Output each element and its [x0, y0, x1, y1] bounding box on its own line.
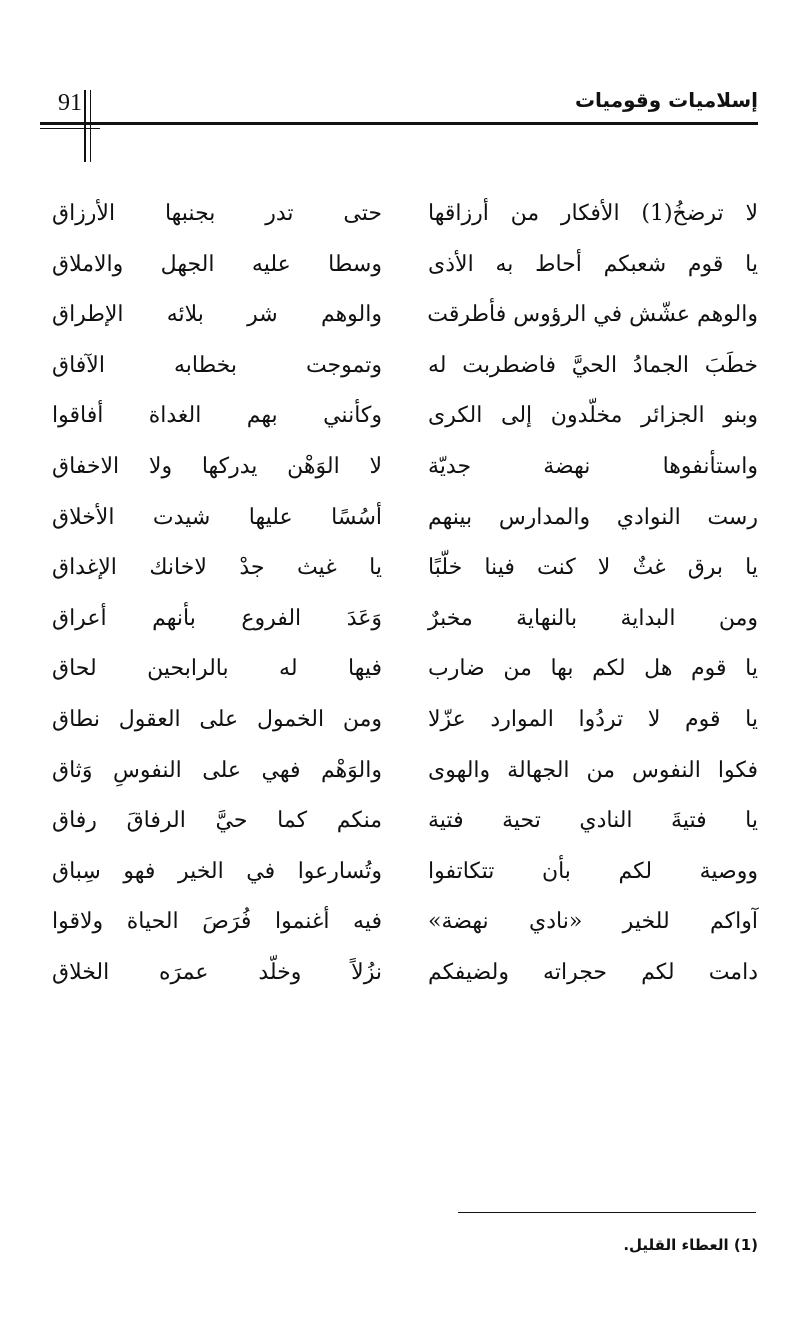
second-hemistich: وتُسارعوا في الخير فهو سِباق — [52, 858, 382, 884]
first-hemistich: واستأنفوها نهضة جديّة — [428, 453, 758, 479]
first-hemistich: والوهم عشّش في الرؤوس فأطرقت — [427, 302, 758, 328]
header-vertical-rule-thin — [90, 90, 91, 162]
verse — [40, 394, 758, 445]
second-hemistich: فيها له بالرابحين لحاق — [52, 656, 382, 682]
verse — [40, 799, 758, 850]
first-hemistich: رست النوادي والمدارس بينهم — [428, 504, 758, 530]
first-hemistich: يا قوم هل لكم بها من ضارب — [428, 656, 758, 682]
verse — [40, 192, 758, 243]
verse — [40, 647, 758, 698]
footnote: (1) العطاء القليل. — [623, 1236, 758, 1254]
first-hemistich: فكوا النفوس من الجهالة والهوى — [428, 757, 758, 783]
verse — [40, 951, 758, 1002]
verse — [40, 597, 758, 648]
second-hemistich: وسطا عليه الجهل والاملاق — [52, 251, 382, 277]
second-hemistich: منكم كما حيَّ الرفاقَ رفاق — [52, 808, 382, 834]
footnote-rule — [458, 1212, 756, 1213]
verse — [40, 850, 758, 901]
running-title: إسلاميات وقوميات — [574, 88, 758, 112]
first-hemistich: دامت لكم حجراته ولضيفكم — [428, 959, 758, 985]
verse — [40, 243, 758, 294]
second-hemistich: ومن الخمول على العقول نطاق — [52, 706, 382, 732]
second-hemistich: والوهم شر بلائه الإطراق — [52, 302, 382, 328]
second-hemistich: نزُلاً وخلّد عمرَه الخلاق — [52, 959, 382, 985]
verse — [40, 749, 758, 800]
first-hemistich: يا قوم لا تردُوا الموارد عزّلا — [428, 706, 758, 732]
second-hemistich: لا الوَهْن يدركها ولا الاخفاق — [52, 453, 382, 479]
verse — [40, 293, 758, 344]
second-hemistich: أسُسًا عليها شيدت الأخلاق — [52, 504, 382, 530]
verse — [40, 698, 758, 749]
first-hemistich: يا قوم شعبكم أحاط به الأذى — [428, 251, 758, 277]
second-hemistich: يا غيث جدْ لاخانك الإغداق — [52, 555, 382, 581]
header-rule-thin — [40, 128, 100, 129]
first-hemistich: خطَبَ الجمادُ الحيَّ فاضطربت له — [428, 352, 758, 378]
second-hemistich: والوَهْم فهي على النفوسِ وَثاق — [52, 757, 382, 783]
header-vertical-rule — [84, 90, 86, 162]
first-hemistich: ووصية لكم بأن تتكاتفوا — [428, 858, 758, 884]
first-hemistich: ومن البداية بالنهاية مخبرٌ — [428, 605, 758, 631]
second-hemistich: وَعَدَ الفروع بأنهم أعراق — [52, 605, 382, 631]
second-hemistich: فيه أغنموا فُرَصَ الحياة ولاقوا — [52, 909, 382, 935]
first-hemistich: يا فتيةَ النادي تحية فتية — [428, 808, 758, 834]
verse — [40, 344, 758, 395]
first-hemistich: يا برق غثٌ لا كنت فينا خلّبًا — [428, 555, 758, 581]
poem — [40, 192, 758, 1002]
page-header — [40, 84, 758, 124]
second-hemistich: حتى تدر بجنبها الأرزاق — [52, 201, 382, 226]
second-hemistich: وكأنني بهم الغداة أفاقوا — [52, 403, 382, 429]
first-hemistich: وبنو الجزائر مخلّدون إلى الكرى — [428, 403, 758, 429]
verse — [40, 445, 758, 496]
second-hemistich: وتموجت بخطابه الآفاق — [52, 352, 382, 378]
verse — [40, 546, 758, 597]
page-number: 91 — [58, 90, 82, 116]
header-rule — [40, 122, 758, 125]
first-hemistich: لا ترضخُ(1) الأفكار من أرزاقها — [428, 201, 758, 226]
verse — [40, 496, 758, 547]
first-hemistich: آواكم للخير «نادي نهضة» — [428, 909, 758, 935]
verse — [40, 900, 758, 951]
